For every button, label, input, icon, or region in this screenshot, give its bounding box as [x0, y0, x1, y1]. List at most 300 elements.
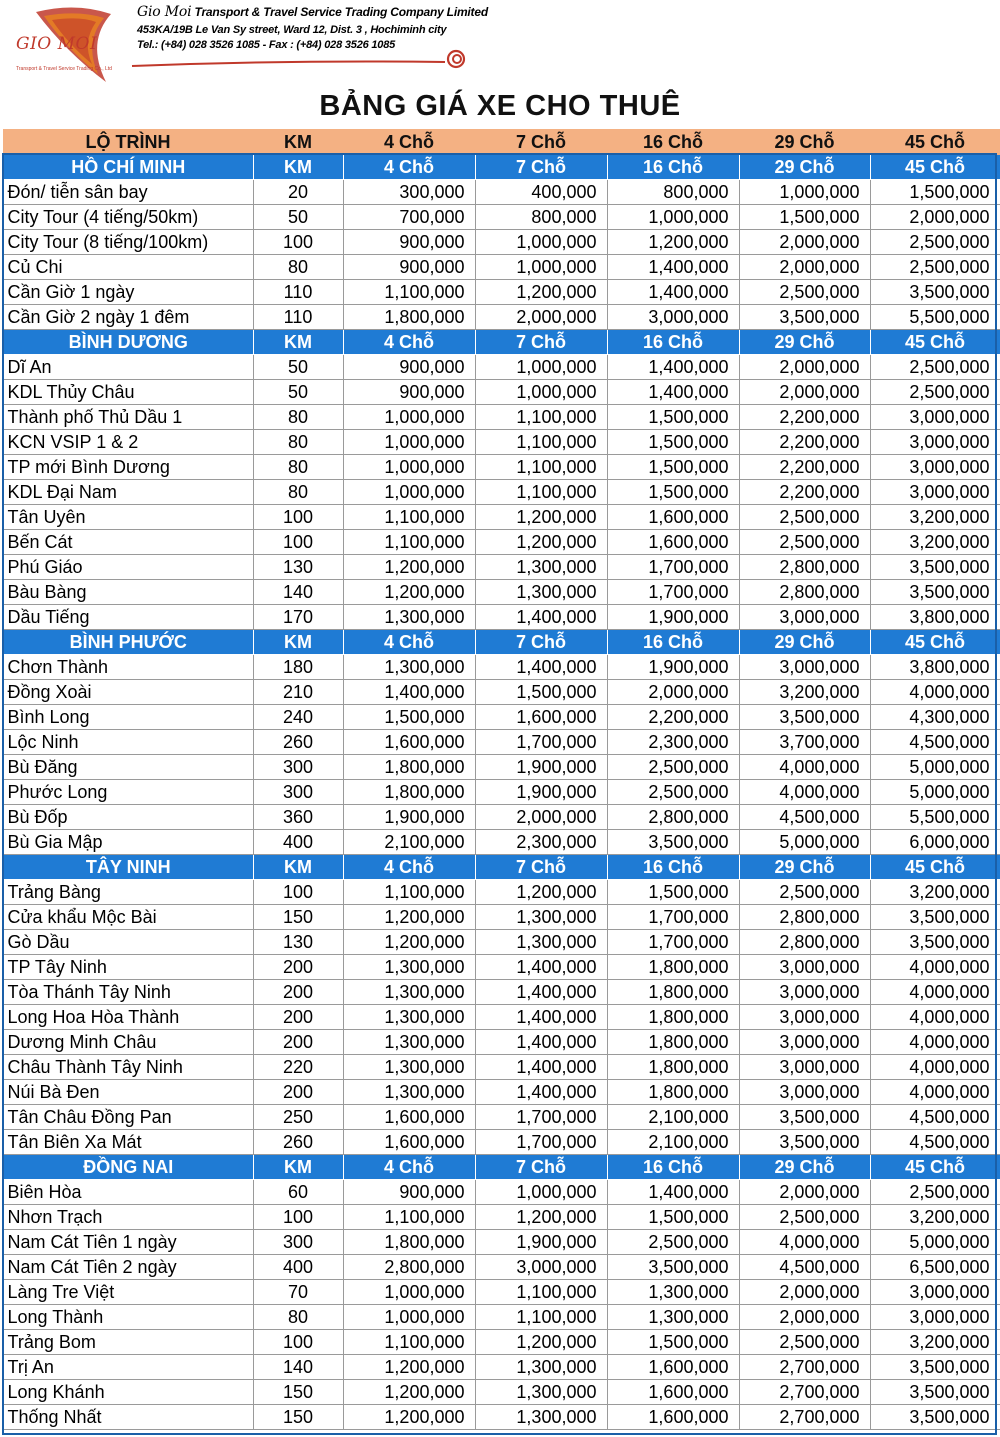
- price-29-seat: 2,800,000: [739, 930, 870, 955]
- distance-km: 80: [253, 430, 343, 455]
- price-16-seat: 3,500,000: [607, 1255, 739, 1280]
- distance-km: 130: [253, 930, 343, 955]
- distance-km: 200: [253, 1005, 343, 1030]
- distance-km: 80: [253, 455, 343, 480]
- table-row: [3, 1030, 1000, 1055]
- price-4-seat: 1,100,000: [343, 1330, 475, 1355]
- distance-km: 80: [253, 1305, 343, 1330]
- price-4-seat: 1,200,000: [343, 1355, 475, 1380]
- price-7-seat: 1,000,000: [475, 230, 607, 255]
- region-header-row: [3, 630, 1000, 655]
- table-row: [3, 505, 1000, 530]
- price-7-seat: 2,000,000: [475, 805, 607, 830]
- distance-km: 100: [253, 1330, 343, 1355]
- price-16-seat: 1,600,000: [607, 530, 739, 555]
- region-header-row: [3, 330, 1000, 355]
- route-name: Lộc Ninh: [3, 730, 253, 755]
- distance-km: 80: [253, 480, 343, 505]
- route-name: Trảng Bàng: [3, 880, 253, 905]
- price-29-seat: 2,000,000: [739, 1180, 870, 1205]
- price-16-seat: 3,500,000: [607, 830, 739, 855]
- price-29-seat: 2,800,000: [739, 580, 870, 605]
- price-4-seat: 1,200,000: [343, 555, 475, 580]
- price-45-seat: 4,500,000: [870, 730, 1000, 755]
- price-45-seat: 1,500,000: [870, 180, 1000, 205]
- column-header-route: LỘ TRÌNH: [3, 130, 253, 155]
- price-7-seat: 1,100,000: [475, 1280, 607, 1305]
- price-29-seat: 2,000,000: [739, 1280, 870, 1305]
- region-column-7-seat: 7 Chỗ: [475, 855, 607, 880]
- route-name: Bàu Bàng: [3, 580, 253, 605]
- route-name: TP mới Bình Dương: [3, 455, 253, 480]
- price-29-seat: 3,500,000: [739, 1105, 870, 1130]
- price-29-seat: 2,500,000: [739, 880, 870, 905]
- route-name: Cần Giờ 2 ngày 1 đêm: [3, 305, 253, 330]
- price-29-seat: 2,500,000: [739, 1205, 870, 1230]
- price-16-seat: 2,000,000: [607, 680, 739, 705]
- distance-km: 360: [253, 805, 343, 830]
- price-45-seat: 2,000,000: [870, 205, 1000, 230]
- price-29-seat: 1,000,000: [739, 180, 870, 205]
- route-name: Tân Châu Đồng Pan: [3, 1105, 253, 1130]
- price-45-seat: 4,000,000: [870, 980, 1000, 1005]
- price-29-seat: 4,000,000: [739, 755, 870, 780]
- price-16-seat: 3,000,000: [607, 305, 739, 330]
- table-row: [3, 1305, 1000, 1330]
- price-16-seat: 1,400,000: [607, 255, 739, 280]
- distance-km: 50: [253, 355, 343, 380]
- price-4-seat: 1,600,000: [343, 1130, 475, 1155]
- price-29-seat: 3,000,000: [739, 655, 870, 680]
- price-16-seat: 1,700,000: [607, 905, 739, 930]
- region-name: HỒ CHÍ MINH: [3, 155, 253, 180]
- table-row: [3, 355, 1000, 380]
- distance-km: 50: [253, 205, 343, 230]
- price-16-seat: 1,800,000: [607, 1030, 739, 1055]
- price-7-seat: 1,100,000: [475, 455, 607, 480]
- price-16-seat: 1,200,000: [607, 230, 739, 255]
- price-45-seat: 4,500,000: [870, 1130, 1000, 1155]
- price-29-seat: 3,500,000: [739, 705, 870, 730]
- route-name: City Tour (4 tiếng/50km): [3, 205, 253, 230]
- table-row: [3, 1355, 1000, 1380]
- distance-km: 140: [253, 1355, 343, 1380]
- price-29-seat: 3,000,000: [739, 955, 870, 980]
- region-column-29-seat: 29 Chỗ: [739, 630, 870, 655]
- price-29-seat: 2,000,000: [739, 230, 870, 255]
- price-29-seat: 2,200,000: [739, 405, 870, 430]
- price-7-seat: 1,700,000: [475, 1105, 607, 1130]
- distance-km: 20: [253, 180, 343, 205]
- distance-km: 240: [253, 705, 343, 730]
- route-name: Dầu Tiếng: [3, 605, 253, 630]
- price-16-seat: 1,000,000: [607, 205, 739, 230]
- table-row: [3, 180, 1000, 205]
- price-7-seat: 1,000,000: [475, 355, 607, 380]
- price-45-seat: 5,000,000: [870, 780, 1000, 805]
- route-name: Long Hoa Hòa Thành: [3, 1005, 253, 1030]
- table-row: [3, 780, 1000, 805]
- route-name: Làng Tre Việt: [3, 1280, 253, 1305]
- price-4-seat: 1,000,000: [343, 1280, 475, 1305]
- price-45-seat: 3,500,000: [870, 930, 1000, 955]
- price-4-seat: 1,200,000: [343, 1380, 475, 1405]
- route-name: Tòa Thánh Tây Ninh: [3, 980, 253, 1005]
- price-7-seat: 800,000: [475, 205, 607, 230]
- distance-km: 260: [253, 730, 343, 755]
- route-name: Đón/ tiễn sân bay: [3, 180, 253, 205]
- price-4-seat: 1,200,000: [343, 905, 475, 930]
- price-4-seat: 1,800,000: [343, 755, 475, 780]
- distance-km: 200: [253, 980, 343, 1005]
- price-7-seat: 1,600,000: [475, 705, 607, 730]
- price-16-seat: 1,300,000: [607, 1305, 739, 1330]
- distance-km: 100: [253, 1205, 343, 1230]
- company-name: Transport & Travel Service Trading Company Limited: [194, 5, 488, 19]
- column-header-4-seat: 4 Chỗ: [343, 130, 475, 155]
- price-7-seat: 400,000: [475, 180, 607, 205]
- price-16-seat: 2,500,000: [607, 1230, 739, 1255]
- price-16-seat: 1,600,000: [607, 1380, 739, 1405]
- region-column-45-seat: 45 Chỗ: [870, 855, 1000, 880]
- company-address: 453KA/19B Le Van Sy street, Ward 12, Dist. 3 , Hochiminh city: [137, 24, 447, 36]
- route-name: Trị An: [3, 1355, 253, 1380]
- distance-km: 400: [253, 1255, 343, 1280]
- price-table-container: [2, 129, 999, 1430]
- distance-km: 260: [253, 1130, 343, 1155]
- column-header-45-seat: 45 Chỗ: [870, 130, 1000, 155]
- price-29-seat: 3,700,000: [739, 730, 870, 755]
- price-4-seat: 1,100,000: [343, 505, 475, 530]
- price-45-seat: 4,000,000: [870, 1005, 1000, 1030]
- route-name: Tân Uyên: [3, 505, 253, 530]
- column-header-29-seat: 29 Chỗ: [739, 130, 870, 155]
- table-row: [3, 280, 1000, 305]
- distance-km: 100: [253, 230, 343, 255]
- distance-km: 150: [253, 1405, 343, 1430]
- price-29-seat: 2,200,000: [739, 430, 870, 455]
- logo-wordmark: GIO MOI: [16, 34, 98, 54]
- table-header-row: [3, 130, 1000, 155]
- table-row: [3, 205, 1000, 230]
- route-name: City Tour (8 tiếng/100km): [3, 230, 253, 255]
- price-16-seat: 1,700,000: [607, 580, 739, 605]
- table-row: [3, 480, 1000, 505]
- table-row: [3, 1105, 1000, 1130]
- price-16-seat: 1,300,000: [607, 1280, 739, 1305]
- price-7-seat: 1,100,000: [475, 1305, 607, 1330]
- price-16-seat: 1,800,000: [607, 980, 739, 1005]
- region-column-7-seat: 7 Chỗ: [475, 330, 607, 355]
- price-29-seat: 3,200,000: [739, 680, 870, 705]
- price-4-seat: 700,000: [343, 205, 475, 230]
- company-header: [0, 0, 1000, 92]
- price-4-seat: 1,600,000: [343, 730, 475, 755]
- price-4-seat: 1,200,000: [343, 580, 475, 605]
- price-16-seat: 1,600,000: [607, 505, 739, 530]
- price-45-seat: 4,000,000: [870, 1080, 1000, 1105]
- price-29-seat: 2,700,000: [739, 1355, 870, 1380]
- region-column-45-seat: 45 Chỗ: [870, 1155, 1000, 1180]
- region-column-km: KM: [253, 630, 343, 655]
- price-7-seat: 1,200,000: [475, 505, 607, 530]
- price-7-seat: 1,200,000: [475, 880, 607, 905]
- distance-km: 130: [253, 555, 343, 580]
- route-name: Bù Đốp: [3, 805, 253, 830]
- price-16-seat: 1,500,000: [607, 430, 739, 455]
- distance-km: 220: [253, 1055, 343, 1080]
- table-row: [3, 955, 1000, 980]
- route-name: Dĩ An: [3, 355, 253, 380]
- region-name: BÌNH DƯƠNG: [3, 330, 253, 355]
- price-45-seat: 4,000,000: [870, 1030, 1000, 1055]
- price-4-seat: 1,400,000: [343, 680, 475, 705]
- price-4-seat: 1,300,000: [343, 1030, 475, 1055]
- table-row: [3, 730, 1000, 755]
- region-column-7-seat: 7 Chỗ: [475, 1155, 607, 1180]
- region-header-row: [3, 855, 1000, 880]
- price-29-seat: 4,000,000: [739, 1230, 870, 1255]
- price-29-seat: 5,000,000: [739, 830, 870, 855]
- price-29-seat: 2,000,000: [739, 255, 870, 280]
- table-row: [3, 880, 1000, 905]
- price-7-seat: 1,400,000: [475, 605, 607, 630]
- table-row: [3, 1130, 1000, 1155]
- price-7-seat: 1,400,000: [475, 955, 607, 980]
- price-4-seat: 900,000: [343, 355, 475, 380]
- price-45-seat: 5,500,000: [870, 805, 1000, 830]
- price-7-seat: 1,700,000: [475, 730, 607, 755]
- price-7-seat: 1,900,000: [475, 780, 607, 805]
- price-45-seat: 3,800,000: [870, 655, 1000, 680]
- table-row: [3, 230, 1000, 255]
- distance-km: 170: [253, 605, 343, 630]
- price-16-seat: 1,900,000: [607, 655, 739, 680]
- route-name: Nam Cát Tiên 1 ngày: [3, 1230, 253, 1255]
- price-45-seat: 3,500,000: [870, 1405, 1000, 1430]
- column-header-km: KM: [253, 130, 343, 155]
- price-4-seat: 1,600,000: [343, 1105, 475, 1130]
- region-column-45-seat: 45 Chỗ: [870, 155, 1000, 180]
- region-column-km: KM: [253, 855, 343, 880]
- table-row: [3, 905, 1000, 930]
- price-16-seat: 1,800,000: [607, 955, 739, 980]
- price-29-seat: 2,000,000: [739, 380, 870, 405]
- region-column-km: KM: [253, 155, 343, 180]
- price-45-seat: 3,200,000: [870, 1330, 1000, 1355]
- distance-km: 60: [253, 1180, 343, 1205]
- route-name: Bù Đăng: [3, 755, 253, 780]
- price-29-seat: 2,500,000: [739, 530, 870, 555]
- price-16-seat: 2,500,000: [607, 755, 739, 780]
- route-name: Bình Long: [3, 705, 253, 730]
- price-45-seat: 4,000,000: [870, 680, 1000, 705]
- price-4-seat: 1,200,000: [343, 930, 475, 955]
- price-4-seat: 1,100,000: [343, 1205, 475, 1230]
- distance-km: 70: [253, 1280, 343, 1305]
- region-column-km: KM: [253, 1155, 343, 1180]
- price-7-seat: 1,300,000: [475, 1405, 607, 1430]
- price-29-seat: 3,000,000: [739, 1080, 870, 1105]
- price-45-seat: 6,000,000: [870, 830, 1000, 855]
- price-4-seat: 1,300,000: [343, 955, 475, 980]
- route-name: TP Tây Ninh: [3, 955, 253, 980]
- price-16-seat: 1,400,000: [607, 1180, 739, 1205]
- price-29-seat: 2,500,000: [739, 505, 870, 530]
- table-row: [3, 705, 1000, 730]
- distance-km: 210: [253, 680, 343, 705]
- price-4-seat: 1,000,000: [343, 430, 475, 455]
- column-header-7-seat: 7 Chỗ: [475, 130, 607, 155]
- price-7-seat: 2,000,000: [475, 305, 607, 330]
- region-column-4-seat: 4 Chỗ: [343, 630, 475, 655]
- distance-km: 400: [253, 830, 343, 855]
- price-45-seat: 5,500,000: [870, 305, 1000, 330]
- price-4-seat: 1,800,000: [343, 305, 475, 330]
- price-29-seat: 2,500,000: [739, 280, 870, 305]
- price-45-seat: 2,500,000: [870, 380, 1000, 405]
- route-name: Cần Giờ 1 ngày: [3, 280, 253, 305]
- price-29-seat: 3,500,000: [739, 305, 870, 330]
- price-7-seat: 1,000,000: [475, 380, 607, 405]
- price-4-seat: 1,300,000: [343, 1055, 475, 1080]
- route-name: Củ Chi: [3, 255, 253, 280]
- price-7-seat: 1,300,000: [475, 555, 607, 580]
- price-4-seat: 1,300,000: [343, 980, 475, 1005]
- price-16-seat: 1,500,000: [607, 1330, 739, 1355]
- price-45-seat: 2,500,000: [870, 355, 1000, 380]
- region-header-row: [3, 1155, 1000, 1180]
- price-4-seat: 1,100,000: [343, 280, 475, 305]
- price-4-seat: 1,000,000: [343, 405, 475, 430]
- price-16-seat: 2,100,000: [607, 1130, 739, 1155]
- price-29-seat: 4,500,000: [739, 1255, 870, 1280]
- price-7-seat: 1,400,000: [475, 1055, 607, 1080]
- price-7-seat: 3,000,000: [475, 1255, 607, 1280]
- table-row: [3, 755, 1000, 780]
- region-name: TÂY NINH: [3, 855, 253, 880]
- price-29-seat: 4,500,000: [739, 805, 870, 830]
- table-row: [3, 1080, 1000, 1105]
- distance-km: 180: [253, 655, 343, 680]
- region-name: ĐỒNG NAI: [3, 1155, 253, 1180]
- price-45-seat: 4,000,000: [870, 1055, 1000, 1080]
- route-name: Tân Biên Xa Mát: [3, 1130, 253, 1155]
- route-name: Núi Bà Đen: [3, 1080, 253, 1105]
- price-29-seat: 3,000,000: [739, 605, 870, 630]
- price-7-seat: 1,300,000: [475, 1380, 607, 1405]
- distance-km: 200: [253, 955, 343, 980]
- company-logo: [6, 2, 118, 84]
- price-16-seat: 1,800,000: [607, 1055, 739, 1080]
- price-29-seat: 2,000,000: [739, 1305, 870, 1330]
- price-7-seat: 1,400,000: [475, 1030, 607, 1055]
- table-row: [3, 1380, 1000, 1405]
- price-4-seat: 1,200,000: [343, 1405, 475, 1430]
- price-29-seat: 3,000,000: [739, 1055, 870, 1080]
- price-45-seat: 2,500,000: [870, 255, 1000, 280]
- price-4-seat: 1,500,000: [343, 705, 475, 730]
- distance-km: 200: [253, 1030, 343, 1055]
- price-16-seat: 2,500,000: [607, 780, 739, 805]
- distance-km: 300: [253, 1230, 343, 1255]
- price-4-seat: 1,000,000: [343, 1305, 475, 1330]
- price-45-seat: 3,500,000: [870, 580, 1000, 605]
- region-column-16-seat: 16 Chỗ: [607, 855, 739, 880]
- route-name: Thống Nhất: [3, 1405, 253, 1430]
- company-phone: Tel.: (+84) 028 3526 1085 - Fax : (+84) 028 3526 1085: [137, 39, 396, 51]
- table-row: [3, 1280, 1000, 1305]
- price-16-seat: 1,500,000: [607, 405, 739, 430]
- region-column-29-seat: 29 Chỗ: [739, 855, 870, 880]
- price-4-seat: 1,300,000: [343, 1080, 475, 1105]
- price-16-seat: 1,800,000: [607, 1080, 739, 1105]
- price-4-seat: 1,000,000: [343, 480, 475, 505]
- table-row: [3, 405, 1000, 430]
- price-7-seat: 1,300,000: [475, 1355, 607, 1380]
- region-header-row: [3, 155, 1000, 180]
- price-7-seat: 1,100,000: [475, 405, 607, 430]
- table-row: [3, 1205, 1000, 1230]
- distance-km: 110: [253, 280, 343, 305]
- price-29-seat: 2,000,000: [739, 355, 870, 380]
- price-45-seat: 3,000,000: [870, 1280, 1000, 1305]
- price-29-seat: 3,500,000: [739, 1130, 870, 1155]
- price-16-seat: 1,400,000: [607, 380, 739, 405]
- region-column-29-seat: 29 Chỗ: [739, 1155, 870, 1180]
- route-name: Chơn Thành: [3, 655, 253, 680]
- distance-km: 100: [253, 530, 343, 555]
- route-name: KDL Thủy Châu: [3, 380, 253, 405]
- route-name: KCN VSIP 1 & 2: [3, 430, 253, 455]
- price-29-seat: 3,000,000: [739, 1005, 870, 1030]
- price-16-seat: 1,500,000: [607, 480, 739, 505]
- price-7-seat: 1,500,000: [475, 680, 607, 705]
- route-name: Gò Dầu: [3, 930, 253, 955]
- price-7-seat: 1,400,000: [475, 655, 607, 680]
- route-name: Đồng Xoài: [3, 680, 253, 705]
- route-name: KDL Đại Nam: [3, 480, 253, 505]
- price-45-seat: 4,000,000: [870, 955, 1000, 980]
- table-row: [3, 1230, 1000, 1255]
- table-row: [3, 255, 1000, 280]
- route-name: Phú Giáo: [3, 555, 253, 580]
- route-name: Phước Long: [3, 780, 253, 805]
- region-column-45-seat: 45 Chỗ: [870, 330, 1000, 355]
- table-row: [3, 680, 1000, 705]
- route-name: Dương Minh Châu: [3, 1030, 253, 1055]
- price-4-seat: 900,000: [343, 380, 475, 405]
- price-45-seat: 3,000,000: [870, 430, 1000, 455]
- price-29-seat: 3,000,000: [739, 1030, 870, 1055]
- price-4-seat: 1,900,000: [343, 805, 475, 830]
- region-column-km: KM: [253, 330, 343, 355]
- price-45-seat: 3,500,000: [870, 1355, 1000, 1380]
- price-29-seat: 2,700,000: [739, 1405, 870, 1430]
- price-4-seat: 1,300,000: [343, 605, 475, 630]
- price-16-seat: 1,500,000: [607, 1205, 739, 1230]
- route-name: Biên Hòa: [3, 1180, 253, 1205]
- price-16-seat: 2,200,000: [607, 705, 739, 730]
- price-45-seat: 4,300,000: [870, 705, 1000, 730]
- price-29-seat: 2,800,000: [739, 555, 870, 580]
- company-brand: Gio Moi: [137, 4, 192, 20]
- column-header-16-seat: 16 Chỗ: [607, 130, 739, 155]
- price-7-seat: 1,100,000: [475, 430, 607, 455]
- price-29-seat: 2,200,000: [739, 480, 870, 505]
- price-7-seat: 2,300,000: [475, 830, 607, 855]
- price-16-seat: 1,400,000: [607, 355, 739, 380]
